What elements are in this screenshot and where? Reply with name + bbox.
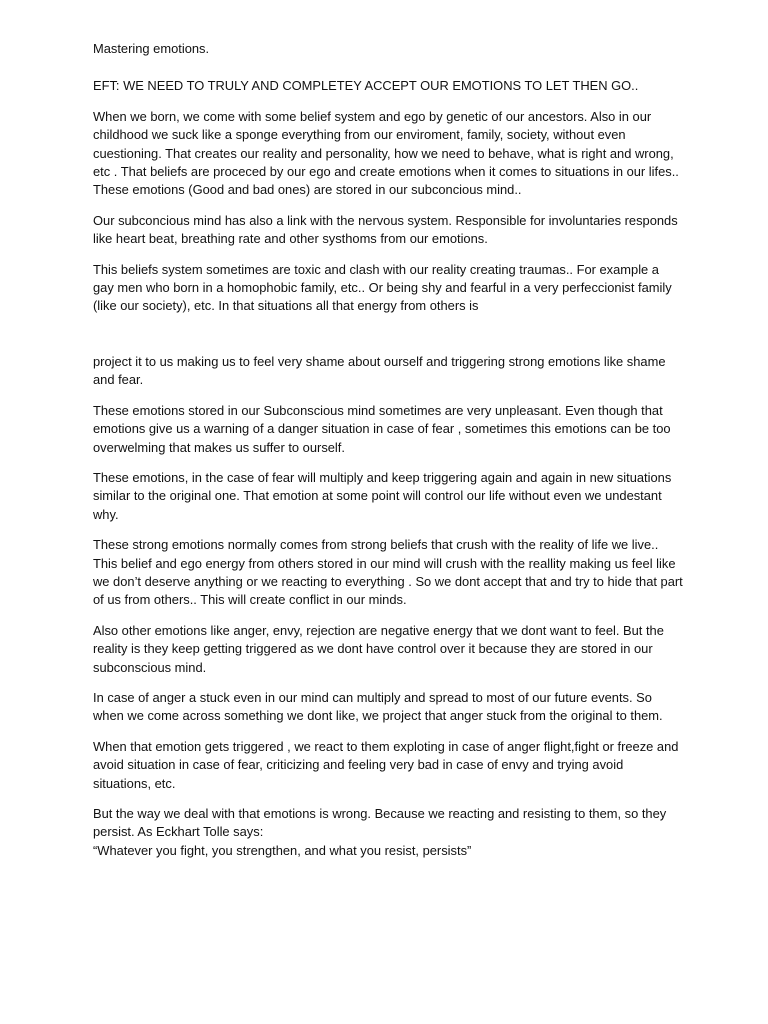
paragraph: This beliefs system sometimes are toxic and clash with our reality creating traumas.. For example a gay men who born in a homophobic family, etc.. Or being shy and fearful in a very perfeccionist family (like our society), etc. In that situations all that energy from others is — [93, 261, 672, 314]
paragraph: Also other emotions like anger, envy, rejection are negative energy that we dont want to feel. But the reality is they keep getting triggered as we dont have control over it because they are stored in our subconscious mind. — [93, 622, 664, 675]
quote-text: “Whatever you fight, you strengthen, and what you resist, persists” — [93, 842, 472, 858]
document-title: Mastering emotions. — [93, 41, 210, 56]
paragraph: These emotions, in the case of fear will multiply and keep triggering again and again in new situations similar to the original one. That emotion at some point will control our life without even we undestant why. — [93, 469, 672, 522]
paragraph: Our subconcious mind has also a link with the nervous system. Responsible for involuntaries responds like heart beat, breathing rate and other systhoms from our emotions. — [93, 212, 678, 247]
paragraph-text: But the way we deal with that emotions is wrong. Because we reacting and resisting to them, so they persist. As Eckhart Tolle says: — [93, 806, 667, 840]
paragraph: In case of anger a stuck even in our mind can multiply and spread to most of our future events. So when we come across something we dont like, we project that anger stuck from the original to them. — [93, 689, 663, 724]
paragraph: These strong emotions normally comes from strong beliefs that crush with the reality of life we live.. This belief and ego energy from others stored in our mind will crush with the reallity making us feel like we don’t deserve anything or we reacting to everything . So we dont accept that and try to hide that part of us from others.. This will create conflict in our minds. — [93, 537, 683, 608]
paragraph: When that emotion gets triggered , we react to them exploting in case of anger flight,fight or freeze and avoid situation in case of fear, criticizing and feeling very bad in case of envy and trying avoid situations, etc. — [93, 738, 679, 791]
paragraph: These emotions stored in our Subconscious mind sometimes are very unpleasant. Even though that emotions give us a warning of a danger situation in case of fear , sometimes this emotions can be too overwelming that makes us suffer to ourself. — [93, 402, 671, 455]
paragraph: project it to us making us to feel very shame about ourself and triggering strong emotions like shame and fear. — [93, 353, 666, 388]
document-page — [93, 40, 683, 860]
paragraph-with-quote — [93, 805, 683, 860]
document-heading: EFT: WE NEED TO TRULY AND COMPLETEY ACCEPT OUR EMOTIONS TO LET THEN GO.. — [93, 78, 639, 94]
paragraph-gap — [93, 328, 683, 353]
paragraph: When we born, we come with some belief system and ego by genetic of our ancestors. Also in our childhood we suck like a sponge everything from our enviroment, family, society, without even cuestioning. That creates our reality and personality, how we need to behave, what is right and wrong, etc . That beliefs are proceced by our ego and create emotions when it comes to situations in our lifes.. These emotions (Good and bad ones) are stored in our subconcious mind.. — [93, 108, 679, 198]
